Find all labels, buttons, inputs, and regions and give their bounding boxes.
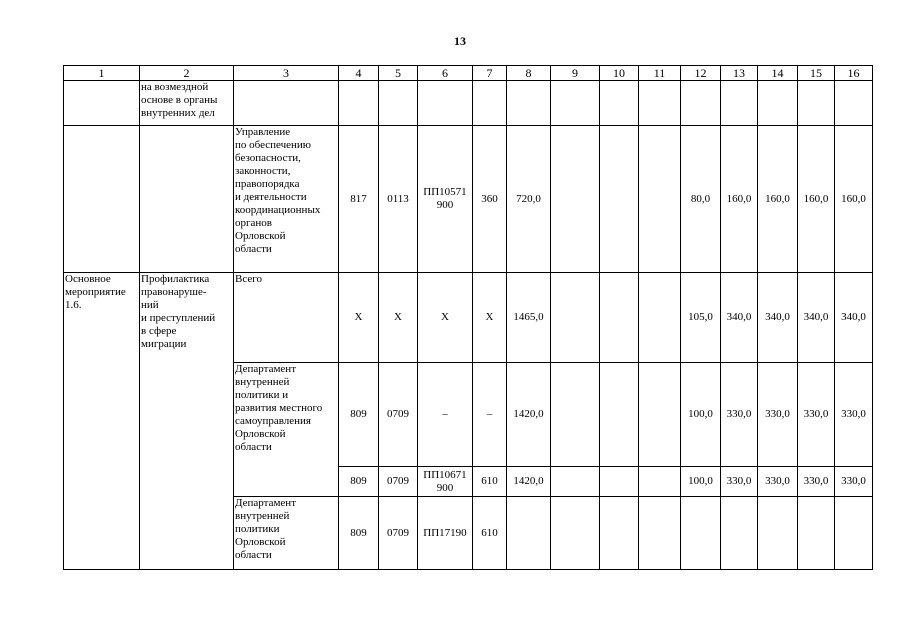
cell-year: [639, 467, 681, 497]
cell-year: 330,0: [835, 363, 873, 467]
cell-program: на возмездной основе в органы внутренних дел: [140, 81, 234, 126]
cell-year: [600, 81, 639, 126]
cell-rzpr: 0709: [379, 497, 418, 570]
cell-year: 330,0: [758, 363, 798, 467]
cell-vr: 610: [473, 467, 507, 497]
cell-total: 1420,0: [507, 467, 551, 497]
column-header: 10: [600, 66, 639, 81]
cell-year: 160,0: [798, 126, 835, 273]
cell-measure: [64, 126, 140, 273]
column-header: 5: [379, 66, 418, 81]
cell-year: 340,0: [835, 273, 873, 363]
cell-year: [639, 273, 681, 363]
cell-year: 330,0: [798, 363, 835, 467]
cell-year: [551, 81, 600, 126]
cell-rzpr: 0709: [379, 363, 418, 467]
cell-grbs: 809: [339, 497, 379, 570]
column-header: 9: [551, 66, 600, 81]
cell-grbs: 809: [339, 363, 379, 467]
column-header: 7: [473, 66, 507, 81]
cell-total: [507, 81, 551, 126]
cell-year: 340,0: [758, 273, 798, 363]
column-header: 1: [64, 66, 140, 81]
cell-csr: X: [418, 273, 473, 363]
cell-year: [639, 497, 681, 570]
column-header: 2: [140, 66, 234, 81]
cell-year: [639, 126, 681, 273]
cell-executor: Департамент внутренней политики Орловской области: [234, 497, 339, 570]
cell-year: 105,0: [681, 273, 721, 363]
cell-total: [507, 497, 551, 570]
cell-vr: [473, 81, 507, 126]
cell-year: [600, 363, 639, 467]
cell-year: [600, 273, 639, 363]
cell-csr: ПП17190: [418, 497, 473, 570]
cell-rzpr: 0113: [379, 126, 418, 273]
table-row: [64, 81, 873, 126]
cell-year: [758, 81, 798, 126]
cell-csr: ПП10571 900: [418, 126, 473, 273]
cell-year: [551, 363, 600, 467]
cell-year: [721, 81, 758, 126]
cell-grbs: [339, 81, 379, 126]
cell-program: Профилактика правонаруше- ний и преступлений в сфере миграции: [140, 273, 234, 570]
cell-executor: Управление по обеспечению безопасности, законности, правопорядка и деятельности координационных органов Орловской области: [234, 126, 339, 273]
cell-vr: X: [473, 273, 507, 363]
cell-year: [600, 126, 639, 273]
cell-csr: –: [418, 363, 473, 467]
column-header: 14: [758, 66, 798, 81]
cell-year: 80,0: [681, 126, 721, 273]
cell-year: [639, 81, 681, 126]
cell-csr: ПП10671 900: [418, 467, 473, 497]
cell-grbs: 817: [339, 126, 379, 273]
cell-rzpr: [379, 81, 418, 126]
column-header: 12: [681, 66, 721, 81]
cell-year: [681, 497, 721, 570]
cell-year: [639, 363, 681, 467]
column-header: 4: [339, 66, 379, 81]
column-header: 15: [798, 66, 835, 81]
cell-year: 340,0: [721, 273, 758, 363]
cell-year: 100,0: [681, 467, 721, 497]
column-header: 3: [234, 66, 339, 81]
table-row: [64, 273, 873, 363]
cell-executor: [234, 81, 339, 126]
cell-year: [758, 497, 798, 570]
column-header: 13: [721, 66, 758, 81]
cell-year: [798, 497, 835, 570]
column-header: 6: [418, 66, 473, 81]
column-header: 11: [639, 66, 681, 81]
cell-year: 340,0: [798, 273, 835, 363]
cell-year: 160,0: [721, 126, 758, 273]
page-number: 13: [454, 34, 466, 48]
cell-year: [835, 497, 873, 570]
cell-year: [600, 497, 639, 570]
cell-total: 1465,0: [507, 273, 551, 363]
cell-year: 330,0: [835, 467, 873, 497]
cell-year: 330,0: [721, 363, 758, 467]
cell-vr: 360: [473, 126, 507, 273]
column-header: 16: [835, 66, 873, 81]
cell-program: [140, 126, 234, 273]
cell-csr: [418, 81, 473, 126]
cell-year: 160,0: [758, 126, 798, 273]
cell-executor: Департамент внутренней политики и развития местного самоуправления Орловской области: [234, 363, 339, 497]
cell-vr: 610: [473, 497, 507, 570]
cell-measure: Основное мероприятие 1.6.: [64, 273, 140, 570]
cell-year: [681, 81, 721, 126]
cell-year: [551, 126, 600, 273]
cell-year: [835, 81, 873, 126]
cell-measure: [64, 81, 140, 126]
cell-year: [551, 497, 600, 570]
cell-year: 160,0: [835, 126, 873, 273]
cell-year: 100,0: [681, 363, 721, 467]
cell-total: 720,0: [507, 126, 551, 273]
cell-vr: –: [473, 363, 507, 467]
column-header: 8: [507, 66, 551, 81]
table-row: [64, 126, 873, 273]
column-number-row: [64, 66, 873, 81]
cell-rzpr: 0709: [379, 467, 418, 497]
cell-rzpr: X: [379, 273, 418, 363]
cell-year: [551, 273, 600, 363]
cell-total: 1420,0: [507, 363, 551, 467]
cell-year: [798, 81, 835, 126]
cell-year: 330,0: [798, 467, 835, 497]
cell-year: 330,0: [721, 467, 758, 497]
cell-year: [551, 467, 600, 497]
cell-year: [600, 467, 639, 497]
cell-year: [721, 497, 758, 570]
cell-year: 330,0: [758, 467, 798, 497]
budget-table: [63, 65, 873, 570]
cell-grbs: X: [339, 273, 379, 363]
cell-grbs: 809: [339, 467, 379, 497]
cell-executor: Всего: [234, 273, 339, 363]
